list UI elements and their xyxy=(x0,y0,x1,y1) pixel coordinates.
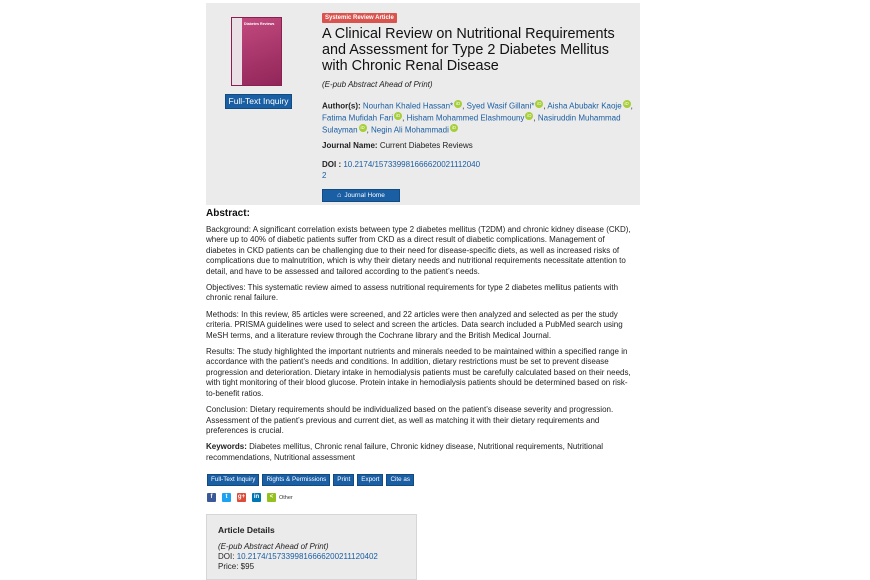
article-details-heading: Article Details xyxy=(218,525,275,535)
author-link[interactable]: Nourhan Khaled Hassan* xyxy=(362,101,454,111)
author-link[interactable]: Hisham Mohammed Elashmouny xyxy=(406,113,525,123)
abstract-body xyxy=(206,225,632,469)
doi-row xyxy=(322,160,482,181)
share-other-label[interactable]: Other xyxy=(279,494,293,501)
doi-link[interactable]: 10.2174/1573399816666200211120402 xyxy=(322,160,481,180)
share-bar xyxy=(207,493,293,502)
article-details-panel xyxy=(206,514,417,580)
linkedin-icon[interactable]: in xyxy=(253,494,260,500)
article-type-badge: Systemic Review Article xyxy=(322,13,397,23)
details-epub: (E-pub Abstract Ahead of Print) xyxy=(218,542,329,551)
orcid-icon[interactable]: iD xyxy=(537,101,542,106)
abstract-heading: Abstract: xyxy=(206,208,250,219)
keywords-label: Keywords: xyxy=(206,442,247,452)
authors-label: Author(s): xyxy=(322,101,361,111)
journal-cover-image[interactable] xyxy=(231,17,282,86)
cover-title: Diabetes Reviews xyxy=(244,22,275,26)
details-price: Price: $95 xyxy=(218,562,255,571)
author-link[interactable]: Negin Ali Mohammadi xyxy=(371,125,449,135)
orcid-icon[interactable]: iD xyxy=(624,101,629,106)
details-doi-link[interactable]: 10.2174/1573399816666200211120402 xyxy=(236,552,378,561)
share-other-icon[interactable]: < xyxy=(267,493,276,502)
home-icon: ⌂ xyxy=(337,192,342,199)
full-text-inquiry-button-top[interactable]: Full-Text Inquiry xyxy=(225,94,292,109)
facebook-icon[interactable]: f xyxy=(207,493,216,502)
author-link[interactable]: Fatima Mufidah Fari xyxy=(322,113,394,123)
journal-home-label: Journal Home xyxy=(344,192,385,199)
orcid-icon[interactable]: iD xyxy=(456,101,461,106)
rights-permissions-button[interactable]: Rights & Permissions xyxy=(262,474,330,486)
abstract-background: Background: A significant correlation exists between type 2 diabetes mellitus (T2DM) and chronic kidney disease (CKD), where up to 40% of diabetic patients suffer from CKD as a direct result of diabetic complications. Management of diabetes in CKD patients can be challenging due to their need for disease-specific diets, as well as increased risks of complications due to malnutrition, which is why their dietary needs and nutritional requirements necessitate attention to detail, and have to be assessed and tailored according to the patient’s needs. xyxy=(206,225,631,276)
cover-stripe xyxy=(232,18,242,86)
cover-band xyxy=(242,18,282,86)
authors-list: Author(s): Nourhan Khaled Hassan* iD , Syed Wasif Gillani* iD , Aisha Abubakr Kaoje iD , Fatima Mufidah Fari iD , Hisham Mohammed Elashmouny iD , Nasiruddin Muhammad Sulayman iD , Negin Ali Mohammadi iD xyxy=(322,101,633,135)
orcid-icon[interactable]: iD xyxy=(396,113,401,119)
author-link[interactable]: Nasiruddin Muhammad Sulayman xyxy=(322,113,621,135)
details-doi xyxy=(218,552,378,561)
journal-home-button[interactable] xyxy=(322,189,400,202)
abstract-keywords xyxy=(206,442,632,463)
journal-name-label: Journal Name: xyxy=(322,141,378,150)
epub-status: (E-pub Abstract Ahead of Print) xyxy=(322,80,433,89)
author-link[interactable]: Aisha Abubakr Kaoje xyxy=(547,101,622,111)
abstract-results: Results: The study highlighted the important nutrients and minerals needed to be maintained within a specified range in accordance with the patient’s needs and conditions. In addition, dietary restrictions must be set to prevent disease progression and deterioration. Dietary intake in hemodialysis patients must be carefully calculated based on their needs, with tight monitoring of their blood glucose. Protein intake in hemodialysis patients should be determined based on risk-to-benefit ratios. xyxy=(206,347,631,398)
google-plus-icon[interactable]: g+ xyxy=(237,494,246,500)
twitter-icon[interactable]: t xyxy=(222,493,231,502)
print-button[interactable]: Print xyxy=(333,474,354,486)
details-doi-label: DOI: xyxy=(218,552,235,561)
doi-label: DOI : xyxy=(322,160,342,169)
full-text-inquiry-button[interactable]: Full-Text Inquiry xyxy=(207,474,259,486)
orcid-icon[interactable]: iD xyxy=(451,125,456,131)
article-title: A Clinical Review on Nutritional Requirements and Assessment for Type 2 Diabetes Mellitus with Chronic Renal Disease xyxy=(322,26,615,74)
orcid-icon[interactable]: iD xyxy=(527,113,532,119)
article-actions xyxy=(207,474,414,486)
abstract-objectives: Objectives: This systematic review aimed to assess nutritional requirements for type 2 diabetes mellitus patients with chronic renal failure. xyxy=(206,283,619,303)
keywords-value: Diabetes mellitus, Chronic renal failure, Chronic kidney disease, Nutritional requirements, Nutritional recommendations, Nutritional assessment xyxy=(206,442,604,462)
journal-name-row xyxy=(322,141,473,150)
abstract-conclusion: Conclusion: Dietary requirements should be individualized based on the patient’s disease severity and progression. Assessment of the patient’s previous and current diet, as well as matching it with their dietary requirements and preferences is crucial. xyxy=(206,405,614,435)
abstract-methods: Methods: In this review, 85 articles were screened, and 22 articles were then analyzed and selected as per the study criteria. PRISMA guidelines were used to select and screen the articles. Data search included a PubMed search using MeSH terms, and a literature review through the Cochrane library and the British Medical Journal. xyxy=(206,309,623,340)
author-link[interactable]: Syed Wasif Gillani* xyxy=(466,101,535,111)
cite-as-button[interactable]: Cite as xyxy=(386,474,414,486)
export-button[interactable]: Export xyxy=(357,474,383,486)
orcid-icon[interactable]: iD xyxy=(360,125,365,131)
journal-name-value: Current Diabetes Reviews xyxy=(379,141,473,150)
